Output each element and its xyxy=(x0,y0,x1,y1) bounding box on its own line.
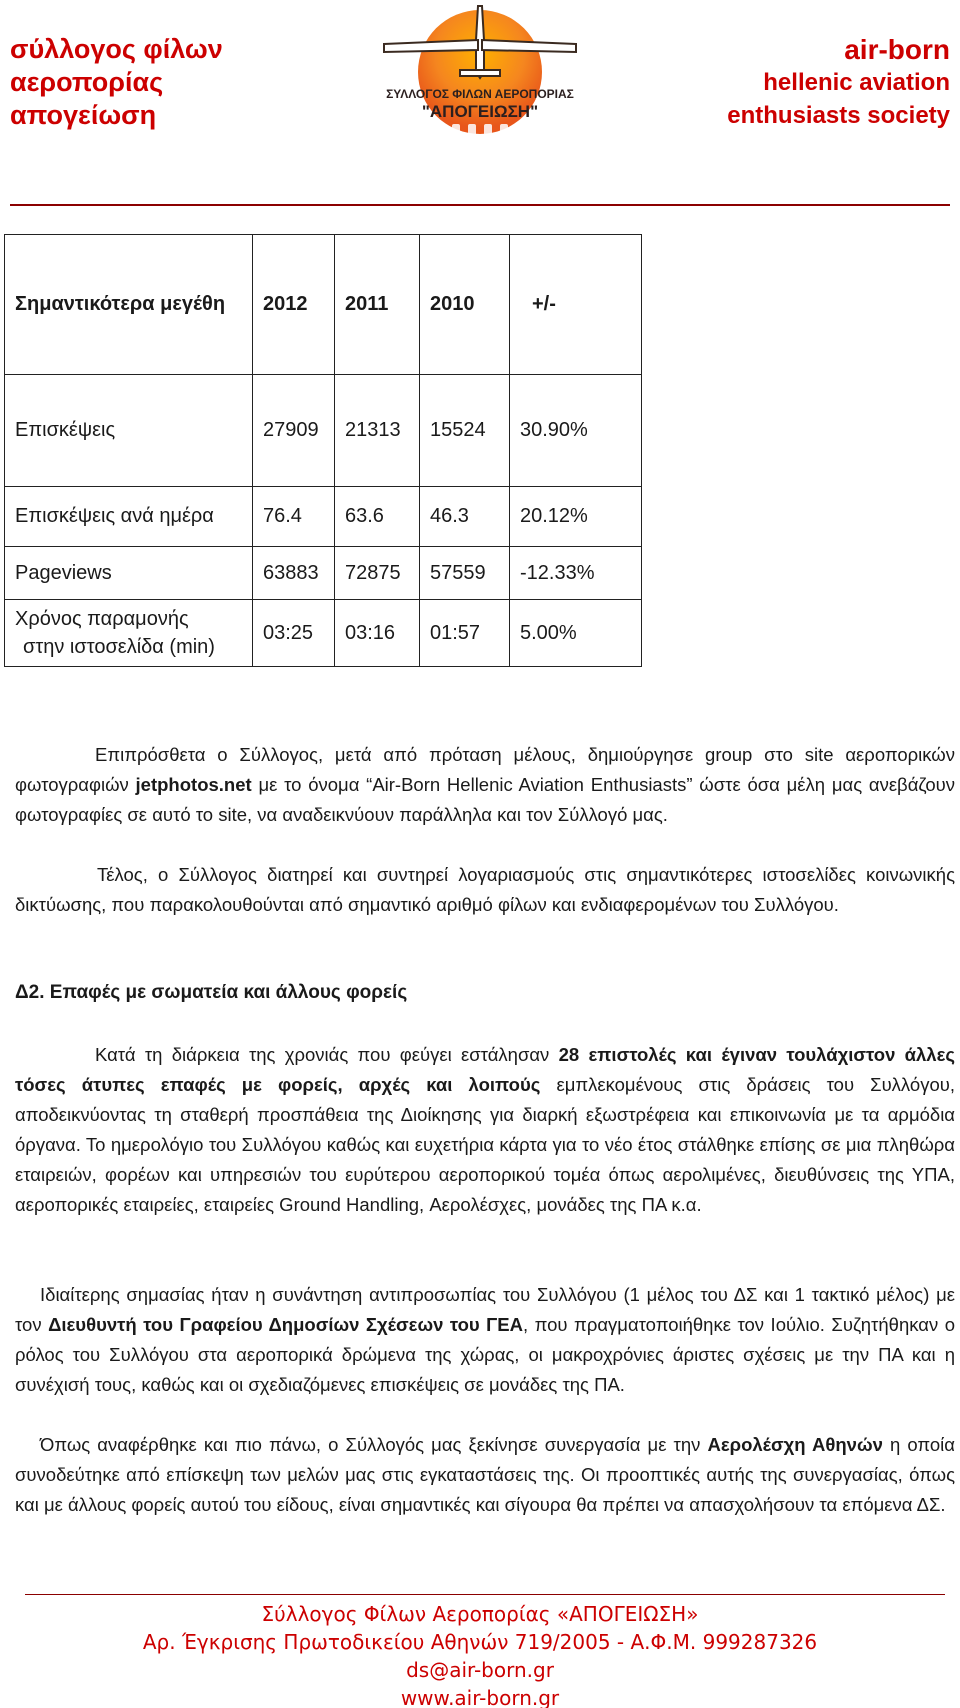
header-right-line3: enthusiasts society xyxy=(727,102,950,129)
text-run: Τέλος, ο Σύλλογος διατηρεί και συντηρεί λογαριασμούς στις σημαντικότερες ιστοσελίδες κοινωνικής δικτύωσης, που παρακολουθούνται από σημαντικό αριθμό φίλων και ενδιαφερομένων του Συλλόγου. xyxy=(15,864,955,915)
table-cell: 57559 xyxy=(420,547,510,600)
text-run: εμπλεκομένους στις δράσεις του Συλλόγου, αποδεικνύοντας τη σταθερή προσπάθεια της Διοίκησης για διαρκή εξωστρέφεια και επικοινωνία με τα αρμόδια όργανα. Το ημερολόγιο του Συλλόγου καθώς και ευχετήρια κάρτα για το νέο έτος στάλθηκε επίσης σε μια πληθώρα εταιρειών, φορέων και υπηρεσιών του ευρύτερου αεροπορικού τομέα όπως αερολιμένες, διευθύνσεις της ΥΠΑ, αεροπορικές εταιρείες, εταιρείες Ground Handling, Αερολέσχες, μονάδες της ΠΑ κ.α. xyxy=(15,1074,955,1215)
table-cell: Pageviews xyxy=(5,547,253,600)
footer-society-name: Σύλλογος Φίλων Αεροπορίας «ΑΠΟΓΕΙΩΣΗ» xyxy=(261,1602,699,1626)
table-cell: 15524 xyxy=(420,375,510,487)
logo-caption: ΣΥΛΛΟΓΟΣ ΦΙΛΩΝ ΑΕΡΟΠΟΡΙΑΣ xyxy=(386,87,574,101)
table-cell xyxy=(5,600,253,667)
text-bold: jetphotos.net xyxy=(135,774,252,795)
footer-email: ds@air-born.gr xyxy=(406,1658,554,1682)
table-row xyxy=(5,547,642,600)
footer-registration: Αρ. Έγκρισης Πρωτοδικείου Αθηνών 719/2005 - Α.Φ.Μ. 999287326 xyxy=(142,1630,818,1654)
table-cell: 21313 xyxy=(335,375,420,487)
table-cell: 46.3 xyxy=(420,487,510,547)
footer-website: www.air-born.gr xyxy=(400,1686,560,1708)
society-logo xyxy=(360,0,600,160)
paragraph-jetphotos xyxy=(15,740,955,830)
table-cell: 27909 xyxy=(253,375,335,487)
table-row xyxy=(5,487,642,547)
paragraph-contacts xyxy=(15,1040,955,1220)
table-header-cell: Σημαντικότερα μεγέθη xyxy=(5,235,253,375)
table-row xyxy=(5,375,642,487)
logo-title: "ΑΠΟΓΕΙΩΣΗ" xyxy=(421,102,539,121)
table-cell-line: Χρόνος παραμονής xyxy=(15,608,189,630)
header-left-line3: απογείωση xyxy=(10,100,157,130)
paragraph-aeroclub xyxy=(15,1430,955,1520)
table-header-row xyxy=(5,235,642,375)
text-run: Κατά τη διάρκεια της χρονιάς που φεύγει εστάλησαν xyxy=(95,1044,559,1065)
table-cell: Επισκέψεις ανά ημέρα xyxy=(5,487,253,547)
text-bold: 28 επιστολές και έγιναν τουλάχιστον άλλες τόσες άτυπες επαφές με φορείς, αρχές και λοιπούς xyxy=(15,1044,955,1095)
text-run: η οποία συνοδεύτηκε από επίσκεψη των μελών μας στις εγκαταστάσεις της. Οι προοπτικές αυτής της συνεργασίας, όπως και με άλλους φορείς αυτού του είδους, είναι σημαντικές και σίγουρα θα πρέπει να απασχολήσουν τα επόμενα ΔΣ. xyxy=(15,1434,955,1515)
statistics-table xyxy=(4,234,642,667)
table-cell: 20.12% xyxy=(510,487,642,547)
footer-divider xyxy=(25,1594,945,1595)
header-left-line2: αεροπορίας xyxy=(10,67,164,97)
header-left-line1: σύλλογος φίλων xyxy=(10,34,223,64)
table-row xyxy=(5,600,642,667)
table-cell: 30.90% xyxy=(510,375,642,487)
table-cell: Επισκέψεις xyxy=(5,375,253,487)
text-run: , που πραγματοποιήθηκε τον Ιούλιο. Συζητήθηκαν ο ρόλος του Συλλόγου στα αεροπορικά δρώμενα της χώρας, οι μακροχρόνιες άριστες σχέσεις με την ΠΑ και η συνέχισή τους, καθώς και οι σχεδιαζόμενες επισκέψεις σε μονάδες της ΠΑ. xyxy=(15,1314,955,1395)
table-cell: -12.33% xyxy=(510,547,642,600)
paragraph-meeting xyxy=(15,1280,955,1400)
text-bold: Αερολέσχη Αθηνών xyxy=(707,1434,883,1455)
table-cell: 03:25 xyxy=(253,600,335,667)
table-cell: 01:57 xyxy=(420,600,510,667)
table-header-cell: +/- xyxy=(510,235,642,375)
section-title: Δ2. Επαφές με σωματεία και άλλους φορείς xyxy=(15,982,408,1003)
text-run: Όπως αναφέρθηκε και πιο πάνω, ο Σύλλογός μας ξεκίνησε συνεργασία με την xyxy=(40,1434,708,1455)
table-header-cell: 2011 xyxy=(335,235,420,375)
table-cell: 76.4 xyxy=(253,487,335,547)
header-society-greek xyxy=(10,33,223,132)
text-run: Ιδιαίτερης σημασίας ήταν η συνάντηση αντιπροσωπίας του Συλλόγου (1 μέλος του ΔΣ και 1 τακτικό μέλος) με τον xyxy=(15,1284,955,1335)
table-cell: 03:16 xyxy=(335,600,420,667)
table-cell: 5.00% xyxy=(510,600,642,667)
text-bold: Διευθυντή του Γραφείου Δημοσίων Σχέσεων του ΓΕΑ xyxy=(48,1314,523,1335)
table-cell: 72875 xyxy=(335,547,420,600)
airplane-icon xyxy=(384,6,576,78)
table-cell: 63883 xyxy=(253,547,335,600)
footer xyxy=(0,1600,960,1708)
text-run: με το όνομα “Air-Born Hellenic Aviation Enthusiasts” ώστε όσα μέλη μας ανεβάζουν φωτογραφίες σε αυτό το site, να αναδεικνύουν παράλληλα και τον Σύλλογό μας. xyxy=(15,774,955,825)
header-right-line1: air-born xyxy=(844,34,950,65)
paragraph-social-media xyxy=(15,860,955,920)
text-run: Επιπρόσθετα ο Σύλλογος, μετά από πρόταση μέλους, δημιούργησε group στο site αεροπορικών φωτογραφιών xyxy=(15,744,955,795)
header-society-english xyxy=(727,33,950,132)
table-cell: 63.6 xyxy=(335,487,420,547)
header-right-line2: hellenic aviation xyxy=(763,69,950,96)
header-divider xyxy=(10,204,950,206)
table-cell-line: στην ιστοσελίδα (min) xyxy=(23,636,215,658)
table-header-cell: 2012 xyxy=(253,235,335,375)
table-header-cell: 2010 xyxy=(420,235,510,375)
